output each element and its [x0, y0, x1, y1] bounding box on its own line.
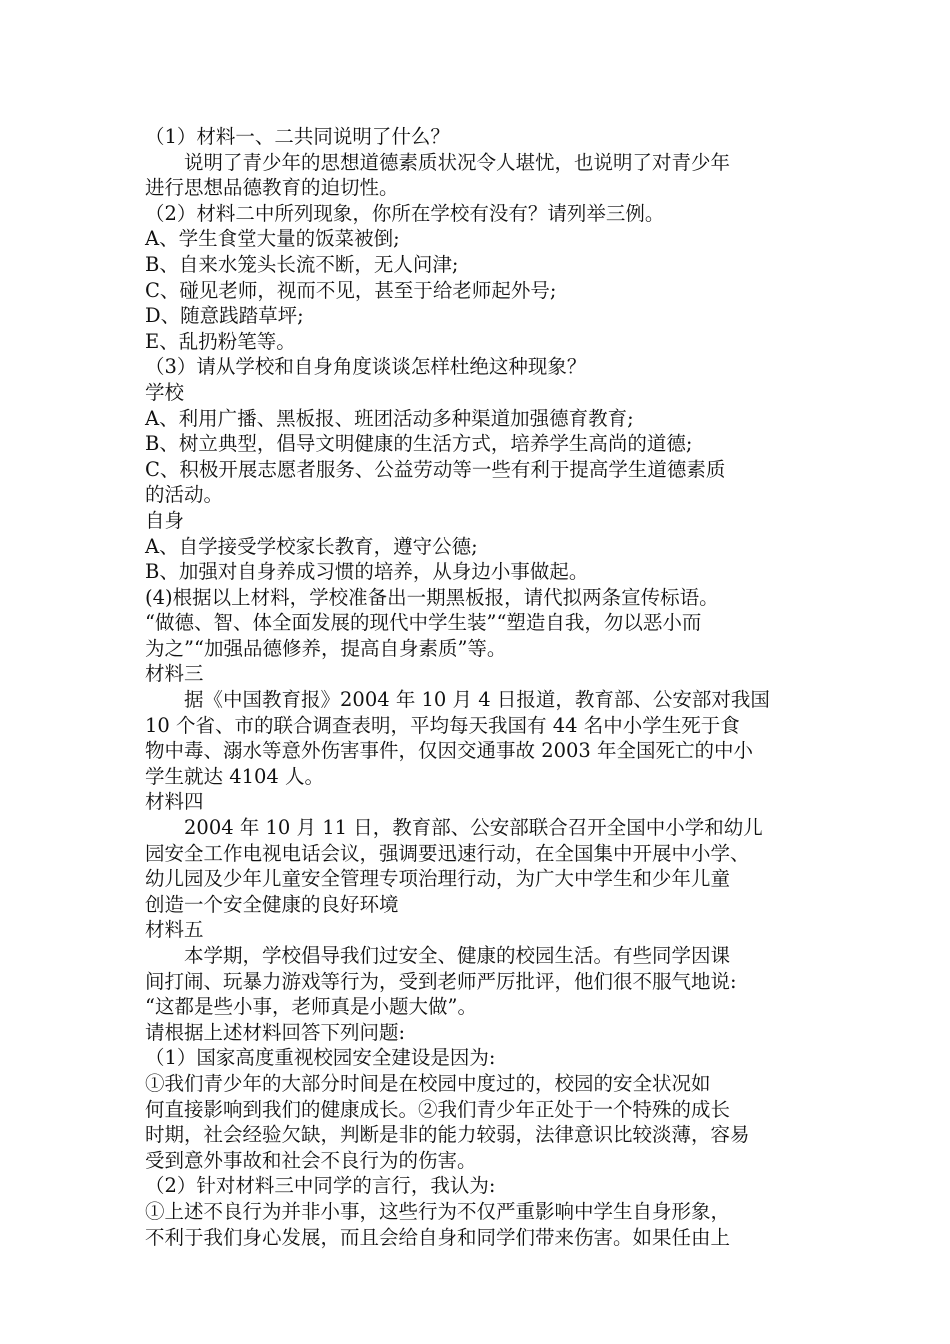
- material-3-line-3: 物中毒、溺水等意外伤害事件，仅因交通事故 2003 年全国死亡的中小: [145, 739, 754, 763]
- part2-question-2-heading: （2）针对材料三中同学的言行，我认为:: [145, 1174, 496, 1198]
- section-self-label: 自身: [145, 508, 185, 532]
- part2-answer-2-line-2: 不利于我们身心发展，而且会给自身和同学们带来伤害。如果任由上: [145, 1225, 731, 1249]
- answer-2-item-c: C、碰见老师，视而不见，甚至于给老师起外号;: [145, 278, 557, 302]
- part2-answer-1-line-1: ①我们青少年的大部分时间是在校园中度过的，校园的安全状况如: [145, 1071, 711, 1095]
- question-1-heading: （1）材料一、二共同说明了什么？: [145, 125, 450, 148]
- material-3-line-4: 学生就达 4104 人。: [145, 764, 325, 788]
- answer-2-item-b: B、自来水笼头长流不断，无人问津;: [145, 252, 459, 276]
- slogans-line-1: “做德、智、体全面发展的现代中学生装”“塑造自我，勿以恶小而: [145, 611, 702, 635]
- material-5-line-2: 间打闹、玩暴力游戏等行为，受到老师严厉批评，他们很不服气地说:: [145, 969, 737, 993]
- self-item-b: B、加强对自身养成习惯的培养，从身边小事做起。: [145, 560, 589, 584]
- material-5-line-1: 本学期，学校倡导我们过安全、健康的校园生活。有些同学因课: [145, 944, 731, 967]
- slogans-line-2: 为之”“加强品德修养，提高自身素质”等。: [145, 636, 507, 660]
- material-5-heading: 材料五: [145, 918, 204, 942]
- school-item-c-line-2: 的活动。: [145, 483, 224, 507]
- material-5-line-3: “这都是些小事，老师真是小题大做”。: [145, 995, 477, 1019]
- section-school-label: 学校: [145, 380, 185, 404]
- part2-answer-1-line-2: 何直接影响到我们的健康成长。②我们青少年正处于一个特殊的成长: [145, 1097, 731, 1121]
- question-3-heading: （3）请从学校和自身角度谈谈怎样杜绝这种现象？: [145, 355, 587, 379]
- part2-answer-1-line-4: 受到意外事故和社会不良行为的伤害。: [145, 1148, 477, 1172]
- material-4-line-3: 幼儿园及少年儿童安全管理专项治理行动，为广大中学生和少年儿童: [145, 867, 731, 891]
- document-body: [145, 124, 825, 1250]
- school-item-b: B、树立典型，倡导文明健康的生活方式，培养学生高尚的道德;: [145, 432, 693, 456]
- answer-1-line-2: 进行思想品德教育的迫切性。: [145, 176, 399, 200]
- material-3-line-2: 10 个省、市的联合调查表明，平均每天我国有 44 名中小学生死于食: [145, 713, 740, 737]
- answer-2-item-d: D、随意践踏草坪;: [145, 304, 304, 328]
- answer-2-item-a: A、学生食堂大量的饭菜被倒;: [145, 227, 400, 251]
- material-3-heading: 材料三: [145, 662, 204, 686]
- part2-question-1-heading: （1）国家高度重视校园安全建设是因为:: [145, 1046, 496, 1070]
- material-4-line-2: 园安全工作电视电话会议，强调要迅速行动，在全国集中开展中小学、: [145, 841, 750, 865]
- material-4-line-1: 2004 年 10 月 11 日，教育部、公安部联合召开全国中小学和幼儿: [145, 816, 763, 840]
- question-4-heading: (4)根据以上材料，学校准备出一期黑板报，请代拟两条宣传标语。: [145, 585, 719, 609]
- answer-1-line-1: 说明了青少年的思想道德素质状况令人堪忧，也说明了对青少年: [145, 150, 731, 174]
- instructions: 请根据上述材料回答下列问题:: [145, 1020, 406, 1044]
- school-item-a: A、利用广播、黑板报、班团活动多种渠道加强德育教育;: [145, 406, 634, 430]
- part2-answer-1-line-3: 时期，社会经验欠缺，判断是非的能力较弱，法律意识比较淡薄，容易: [145, 1123, 750, 1147]
- school-item-c-line-1: C、积极开展志愿者服务、公益劳动等一些有利于提高学生道德素质: [145, 457, 726, 481]
- material-4-line-4: 创造一个安全健康的良好环境: [145, 892, 399, 916]
- answer-2-item-e: E、乱扔粉笔等。: [145, 329, 296, 353]
- part2-answer-2-line-1: ①上述不良行为并非小事，这些行为不仅严重影响中学生自身形象，: [145, 1199, 731, 1223]
- material-4-heading: 材料四: [145, 790, 204, 814]
- self-item-a: A、自学接受学校家长教育，遵守公德;: [145, 534, 478, 558]
- question-2-heading: （2）材料二中所列现象，你所在学校有没有？请列举三例。: [145, 201, 665, 225]
- material-3-line-1: 据《中国教育报》2004 年 10 月 4 日报道，教育部、公安部对我国: [145, 688, 770, 712]
